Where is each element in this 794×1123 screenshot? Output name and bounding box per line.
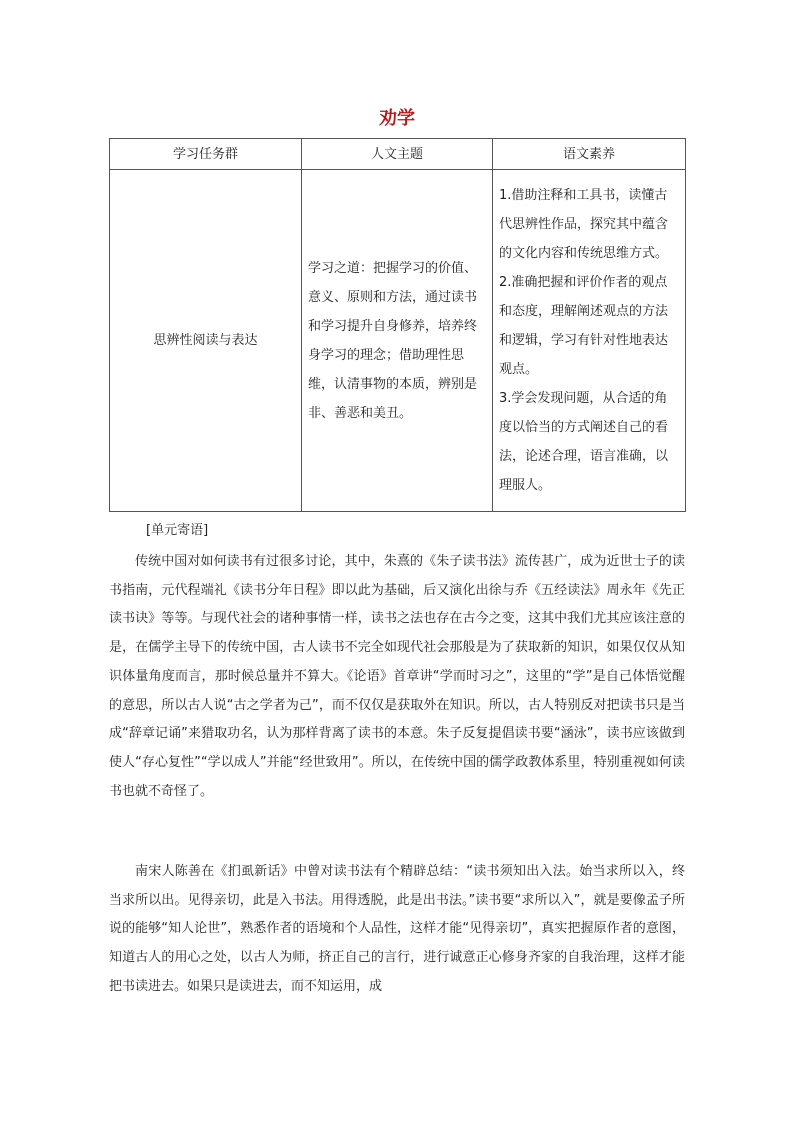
literacy-goal-2: 2.准确把握和评价作者的观点和态度，理解阐述观点的方法和逻辑，学习有针对性地表达观点。 xyxy=(499,275,669,377)
header-literacy: 语文素养 xyxy=(493,139,686,170)
body-paragraph-1: 传统中国对如何读书有过很多讨论，其中，朱熹的《朱子读书法》流传甚广，成为近世士子的读书指南，元代程端礼《读书分年日程》即以此为基础，后又演化出徐与乔《五经读法》周永年《先正读书诀》等等。与现代社会的诸种事情一样，读书之法也存在古今之变，这其中我们尤其应该注意的是，在儒学主导下的传统中国，古人读书不完全如现代社会那般是为了获取新的知识，如果仅仅从知识体量角度而言，那时候总量并不算大。《论语》首章讲“学而时习之”，这里的“学”是自己体悟觉醒的意思，所以古人说“古之学者为己”，而不仅仅是获取外在知识。所以，古人特别反对把读书只是当成“辞章记诵”来猎取功名，认为那样背离了读书的本意。朱子反复提倡读书要“涵泳”，读书应该做到使人“存心复性”“学以成人”并能“经世致用”。所以，在传统中国的儒学政教体系里，特别重视如何读书也就不奇怪了。 xyxy=(109,554,685,799)
literacy-goal-1: 1.借助注释和工具书，读懂古代思辨性作品，探究其中蕴含的文化内容和传统思维方式。 xyxy=(499,188,669,261)
header-theme: 人文主题 xyxy=(302,139,493,170)
table-header-row xyxy=(110,139,686,170)
learning-task-table xyxy=(109,138,686,512)
literacy-cell xyxy=(493,170,686,512)
section-label: [单元寄语] xyxy=(146,523,209,538)
document-title: 劝学 xyxy=(379,108,415,129)
table-row xyxy=(110,170,686,512)
theme-cell: 学习之道：把握学习的价值、意义、原则和方法，通过读书和学习提升自身修养，培养终身学习的理念；借助理性思维，认清事物的本质，辨别是非、善恶和美丑。 xyxy=(302,170,493,512)
body-paragraph-2: 南宋人陈善在《扪虱新话》中曾对读书法有个精辟总结：“读书须知出入法。始当求所以入，终当求所以出。见得亲切，此是入书法。用得透脱，此是出书法。”读书要“求所以入”，就是要像孟子所说的能够“知人论世”，熟悉作者的语境和个人品性，这样才能“见得亲切”，真实把握原作者的意图，知道古人的用心之处，以古人为师，挤正自己的言行，进行诚意正心修身齐家的自我治理，这样才能把书读进去。如果只是读进去，而不知运用，成 xyxy=(109,864,685,994)
task-group-cell: 思辨性阅读与表达 xyxy=(110,170,302,512)
header-task-group: 学习任务群 xyxy=(110,139,302,170)
literacy-goal-3: 3.学会发现问题，从合适的角度以恰当的方式阐述自己的看法，论述合理，语言准确，以理服人。 xyxy=(499,391,669,493)
